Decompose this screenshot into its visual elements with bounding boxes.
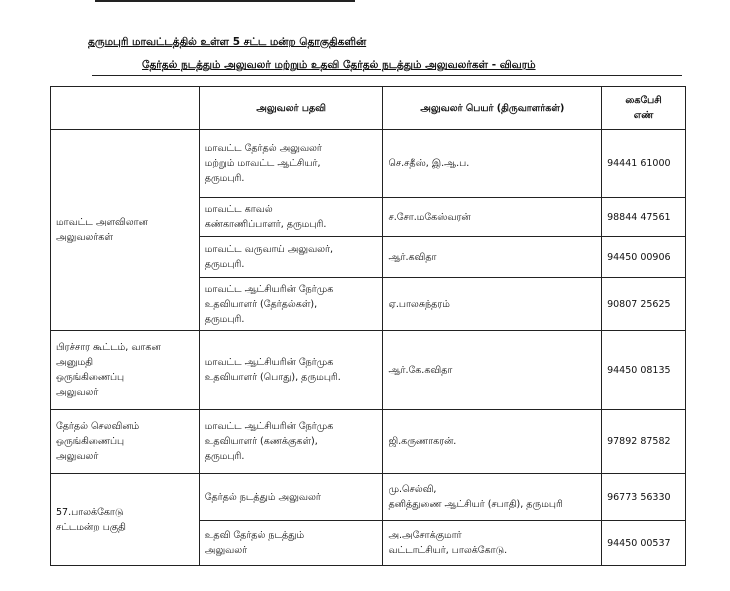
designation-line: உதவியாளர் (பொது), தருமபுரி. — [204, 372, 341, 383]
group-label: அலுவலர்கள் — [56, 232, 113, 243]
group-palacode — [51, 474, 200, 566]
designation-cell — [199, 278, 383, 331]
designation-cell — [199, 237, 383, 278]
name-line: ச.சோ.மகேஸ்வரன் — [388, 211, 471, 223]
designation-line: தருமபுரி. — [204, 173, 245, 184]
officers-table — [50, 86, 686, 566]
name-line: செ.சதீஸ், இ.ஆ.ப. — [388, 158, 470, 169]
designation-cell — [199, 521, 383, 566]
group-label: அலுவலர் — [56, 451, 99, 462]
designation-line: மற்றும் மாவட்ட ஆட்சியர், — [204, 158, 321, 169]
designation-line: மாவட்ட ஆட்சியரின் நேர்முக — [204, 357, 334, 368]
designation-line: மாவட்ட ஆட்சியரின் நேர்முக — [204, 421, 334, 432]
group-label: ஒருங்கிணைப்பு — [56, 436, 125, 447]
designation-line: உதவியாளர் (கணக்குகள்), — [204, 436, 318, 447]
group-label: மாவட்ட அளவிலான — [56, 217, 148, 228]
name-line: தனித்துணை ஆட்சியர் (சபாதி), தருமபுரி — [388, 499, 563, 510]
designation-cell — [199, 474, 383, 521]
name-line: ஜி.கருணாகரன். — [388, 436, 457, 447]
table-row — [51, 474, 686, 521]
designation-line: தருமபுரி. — [204, 259, 245, 270]
group-label: தேர்தல் செலவினம் — [56, 421, 140, 432]
table-row — [51, 331, 686, 410]
top-cut-rule — [95, 0, 355, 5]
table-row — [51, 410, 686, 474]
designation-cell — [199, 130, 383, 198]
header-designation: அலுவலர் பதவி — [199, 87, 383, 130]
group-district-level — [51, 130, 200, 331]
phone-cell: 94450 00906 — [602, 237, 686, 278]
group-label: அலுவலர் — [56, 387, 99, 398]
phone-cell: 94450 08135 — [602, 331, 686, 410]
group-label: ஒருங்கிணைப்பு — [56, 372, 125, 383]
name-cell — [383, 130, 602, 198]
phone-cell: 94450 00537 — [602, 521, 686, 566]
name-cell — [383, 278, 602, 331]
name-cell — [383, 521, 602, 566]
document-title: தருமபுரி மாவட்டத்தில் உள்ள 5 சட்ட மன்ற தொகுதிகளின் — [88, 36, 367, 48]
group-label: 57.பாலக்கோடு — [56, 506, 124, 518]
designation-cell — [199, 331, 383, 410]
header-name: அலுவலர் பெயர் (திருவாளர்கள்) — [383, 87, 602, 130]
designation-cell — [199, 410, 383, 474]
group-label: சட்டமன்ற பகுதி — [56, 521, 126, 533]
designation-line: தருமபுரி. — [204, 313, 245, 325]
header-phone — [602, 87, 686, 130]
name-line: மு.செல்வி, — [388, 484, 437, 495]
name-line: வட்டாட்சியர், பாலக்கோடு. — [388, 545, 508, 556]
designation-line: தருமபுரி. — [204, 451, 245, 462]
header-group-cell — [51, 87, 200, 130]
document-subtitle: தேர்தல் நடத்தும் அலுவலர் மற்றும் உதவி தேர்தல் நடத்தும் அலுவலர்கள் - விவரம் — [142, 59, 536, 71]
designation-line: கண்காணிப்பாளர், தருமபுரி. — [204, 219, 327, 230]
designation-line: உதவியாளர் (தேர்தல்கள்), — [204, 298, 318, 310]
name-cell — [383, 237, 602, 278]
designation-line: உதவி தேர்தல் நடத்தும் — [204, 530, 305, 541]
phone-cell: 96773 56330 — [602, 474, 686, 521]
name-line: ஆர்.கே.கவிதா — [388, 364, 453, 376]
name-cell — [383, 331, 602, 410]
phone-cell: 97892 87582 — [602, 410, 686, 474]
name-line: ஆர்.கவிதா — [388, 251, 437, 263]
header-phone-line2: எண் — [633, 110, 654, 121]
name-cell — [383, 198, 602, 237]
designation-line: மாவட்ட தேர்தல் அலுவலர் — [204, 143, 322, 154]
designation-line: மாவட்ட காவல் — [204, 204, 273, 215]
name-cell — [383, 410, 602, 474]
group-campaign — [51, 331, 200, 410]
group-expenditure — [51, 410, 200, 474]
table-header-row — [51, 87, 686, 130]
group-label: பிரச்சார கூட்டம், வாகன — [56, 342, 161, 353]
name-cell — [383, 474, 602, 521]
designation-line: மாவட்ட ஆட்சியரின் நேர்முக — [204, 283, 334, 295]
group-label: அனுமதி — [56, 357, 94, 368]
table-row — [51, 130, 686, 198]
phone-cell: 98844 47561 — [602, 198, 686, 237]
name-line: ஏ.பாலசுந்தரம் — [388, 298, 450, 310]
designation-cell — [199, 198, 383, 237]
designation-line: அலுவலர் — [204, 545, 248, 556]
phone-cell: 94441 61000 — [602, 130, 686, 198]
designation-line: தேர்தல் நடத்தும் அலுவலர் — [204, 491, 321, 503]
header-phone-line1: கைபேசி — [625, 95, 662, 106]
designation-line: மாவட்ட வருவாய் அலுவலர், — [204, 244, 334, 255]
title-rule — [92, 75, 682, 76]
phone-cell: 90807 25625 — [602, 278, 686, 331]
name-line: அ.அசோக்குமார் — [388, 530, 462, 541]
